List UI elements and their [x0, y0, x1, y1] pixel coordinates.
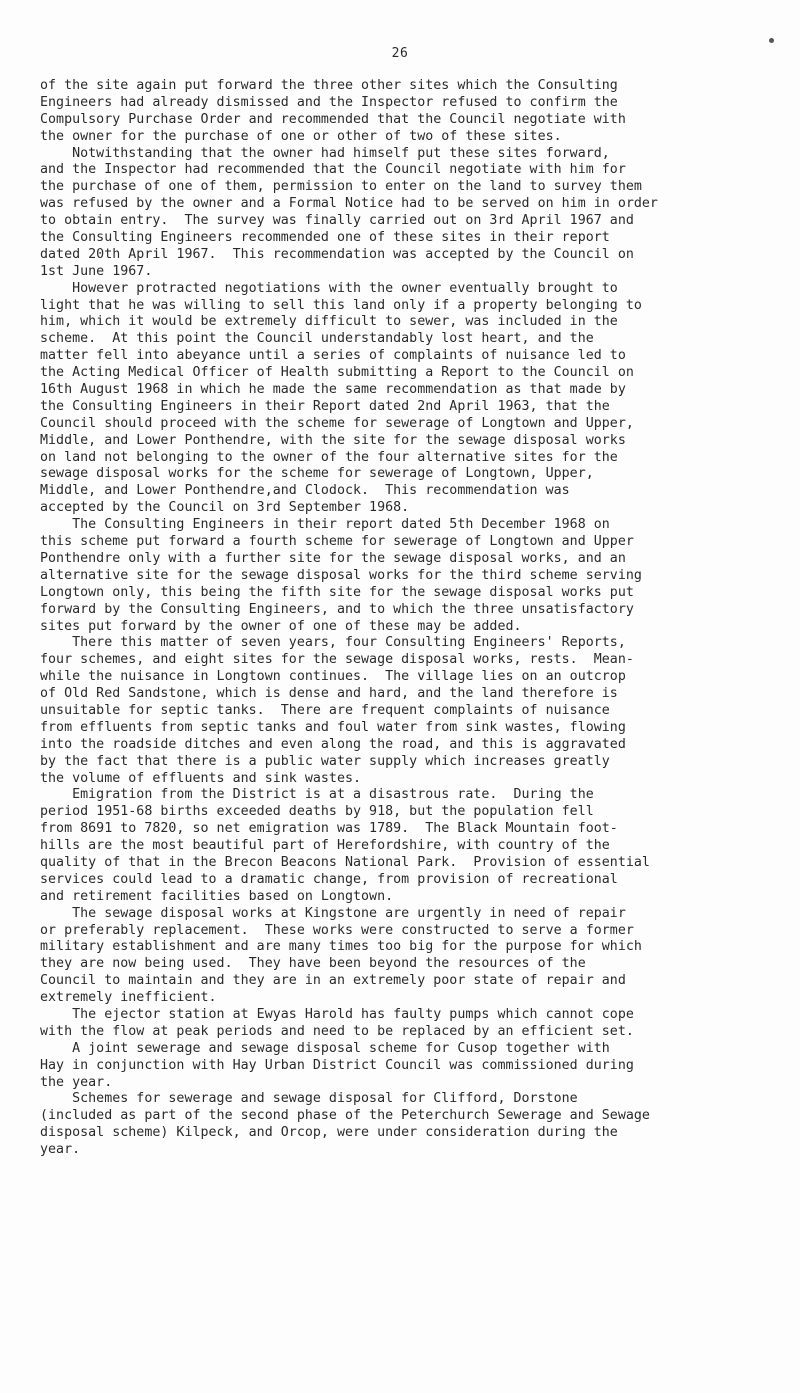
text-line: unsuitable for septic tanks. There are frequent complaints of nuisance [40, 702, 610, 718]
text-line: hills are the most beautiful part of Herefordshire, with country of the [40, 838, 610, 854]
text-line: Council should proceed with the scheme for sewerage of Longtown and Upper, [40, 415, 634, 431]
text-line: on land not belonging to the owner of the four alternative sites for the [40, 449, 618, 465]
text-line: into the roadside ditches and even along the road, and this is aggravated [40, 736, 626, 752]
text-line: extremely inefficient. [40, 990, 217, 1006]
text-line: quality of that in the Brecon Beacons National Park. Provision of essential [40, 854, 650, 870]
text-line: him, which it would be extremely difficult to sewer, was included in the [40, 314, 618, 330]
text-line: Longtown only, this being the fifth site for the sewage disposal works put [40, 584, 634, 600]
text-line: from effluents from septic tanks and foul water from sink wastes, flowing [40, 719, 626, 735]
text-line: disposal scheme) Kilpeck, and Orcop, were under consideration during the [40, 1125, 618, 1141]
text-line: the Consulting Engineers recommended one of these sites in their report [40, 230, 610, 246]
text-line: Engineers had already dismissed and the Inspector refused to confirm the [40, 94, 618, 110]
text-line: and retirement facilities based on Longtown. [40, 888, 394, 904]
text-line: from 8691 to 7820, so net emigration was 1789. The Black Mountain foot- [40, 821, 618, 837]
text-line: scheme. At this point the Council understandably lost heart, and the [40, 331, 594, 347]
text-line: the year. [40, 1074, 113, 1090]
text-line: Middle, and Lower Ponthendre,and Clodock. This recommendation was [40, 483, 570, 499]
text-line: this scheme put forward a fourth scheme for sewerage of Longtown and Upper [40, 534, 634, 550]
text-line: The ejector station at Ewyas Harold has faulty pumps which cannot cope [40, 1006, 634, 1022]
text-line: the Consulting Engineers in their Report dated 2nd April 1963, that the [40, 398, 610, 414]
text-line: while the nuisance in Longtown continues. The village lies on an outcrop [40, 669, 626, 685]
page-number: 26 [391, 46, 409, 61]
text-line: Compulsory Purchase Order and recommended that the Council negotiate with [40, 111, 626, 127]
text-line: Emigration from the District is at a disastrous rate. During the [40, 787, 594, 803]
text-line: with the flow at peak periods and need to be replaced by an efficient set. [40, 1023, 634, 1039]
text-line: or preferably replacement. These works were constructed to serve a former [40, 922, 634, 938]
text-line: accepted by the Council on 3rd September 1968. [40, 500, 410, 516]
text-line: was refused by the owner and a Formal Notice had to be served on him in order [40, 196, 658, 212]
text-line: 1st June 1967. [40, 263, 153, 279]
text-line: the Acting Medical Officer of Health submitting a Report to the Council on [40, 365, 634, 381]
text-line: services could lead to a dramatic change, from provision of recreational [40, 871, 618, 887]
margin-dot-mark [769, 38, 774, 43]
text-line: year. [40, 1142, 81, 1158]
body-text [40, 78, 785, 1159]
text-line: However protracted negotiations with the owner eventually brought to [40, 280, 618, 296]
text-line: military establishment and are many times too big for the purpose for which [40, 939, 642, 955]
text-line: Notwithstanding that the owner had himself put these sites forward, [40, 145, 610, 161]
text-line: sites put forward by the owner of one of these may be added. [40, 618, 522, 634]
text-line: to obtain entry. The survey was finally carried out on 3rd April 1967 and [40, 213, 634, 229]
text-line: The sewage disposal works at Kingstone are urgently in need of repair [40, 905, 626, 921]
text-line: the owner for the purchase of one or other of two of these sites. [40, 128, 562, 144]
text-line: Ponthendre only with a further site for the sewage disposal works, and an [40, 550, 626, 566]
text-line: Hay in conjunction with Hay Urban District Council was commissioned during [40, 1057, 634, 1073]
text-line: the volume of effluents and sink wastes. [40, 770, 362, 786]
text-line: 16th August 1968 in which he made the same recommendation as that made by [40, 382, 626, 398]
text-line: Council to maintain and they are in an extremely poor state of repair and [40, 973, 626, 989]
text-line: the purchase of one of them, permission to enter on the land to survey them [40, 179, 642, 195]
text-line: (included as part of the second phase of the Peterchurch Sewerage and Sewage [40, 1108, 650, 1124]
text-line: A joint sewerage and sewage disposal scheme for Cusop together with [40, 1040, 610, 1056]
text-line: sewage disposal works for the scheme for sewerage of Longtown, Upper, [40, 466, 594, 482]
text-line: period 1951-68 births exceeded deaths by 918, but the population fell [40, 804, 594, 820]
text-line: of the site again put forward the three other sites which the Consulting [40, 78, 618, 93]
text-line: matter fell into abeyance until a series of complaints of nuisance led to [40, 348, 626, 364]
text-line: they are now being used. They have been beyond the resources of the [40, 956, 586, 972]
text-line: dated 20th April 1967. This recommendation was accepted by the Council on [40, 246, 634, 262]
text-line: The Consulting Engineers in their report dated 5th December 1968 on [40, 517, 610, 533]
text-line: of Old Red Sandstone, which is dense and hard, and the land therefore is [40, 686, 618, 702]
text-line: four schemes, and eight sites for the sewage disposal works, rests. Mean- [40, 652, 634, 668]
text-line: There this matter of seven years, four Consulting Engineers' Reports, [40, 635, 626, 651]
text-line: by the fact that there is a public water supply which increases greatly [40, 753, 610, 769]
text-line: alternative site for the sewage disposal works for the third scheme serving [40, 567, 642, 583]
text-line: forward by the Consulting Engineers, and to which the three unsatisfactory [40, 601, 634, 617]
text-line: and the Inspector had recommended that the Council negotiate with him for [40, 162, 626, 178]
text-line: light that he was willing to sell this land only if a property belonging to [40, 297, 642, 313]
text-line: Schemes for sewerage and sewage disposal for Clifford, Dorstone [40, 1091, 578, 1107]
text-line: Middle, and Lower Ponthendre, with the site for the sewage disposal works [40, 432, 626, 448]
